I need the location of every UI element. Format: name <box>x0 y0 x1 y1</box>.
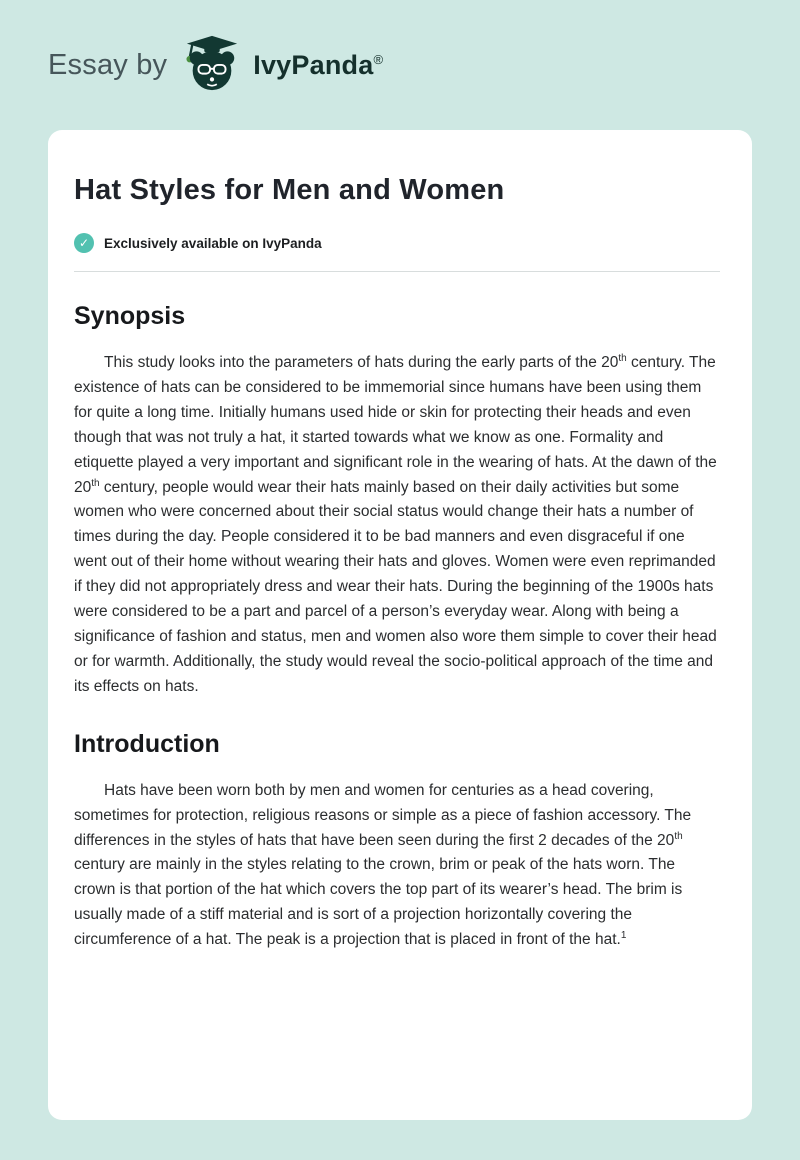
synopsis-paragraph: This study looks into the parameters of hats during the early parts of the 20th century. The existence of hats can be considered to be immemorial since humans have been using them for quite a long time. Initially humans used hide or skin for protecting their heads and even though that was not truly a hat, it started towards what we know as one. Formality and etiquette played a very important and significant role in the wearing of hats. At the dawn of the 20th century, people would wear their hats mainly based on their daily activities but some women who were concerned about their social status would change their hats a number of times during the day. People considered it to be bad manners and even disgraceful if one went out of their home without wearing their hats and gloves. Women were even reprimanded if they did not appropriately dress and wear their hats. During the beginning of the 1900s hats were considered to be a part and parcel of a person’s everyday wear. Along with being a significance of fashion and status, men and women also wore them simple to cover their head or for warmth. Additionally, the study would reveal the socio-political approach of the time and its effects on hats. <box>74 352 717 695</box>
introduction-paragraph: Hats have been worn both by men and women for centuries as a head covering, sometimes for protection, religious reasons or simple as a piece of fashion accessory. The differences in the styles of hats that have been seen during the first 2 decades of the 20th century are mainly in the styles relating to the crown, brim or peak of the hats worn. The crown is that portion of the hat which covers the top part of its wearer’s head. The brim is usually made of a stiff material and is sort of a projection horizontally covering the circumference of a hat. The peak is a projection that is placed in front of the hat.$^1$ <box>74 781 692 949</box>
essay-by-label: Essay by <box>48 48 168 81</box>
divider <box>74 271 720 272</box>
availability-row <box>74 233 720 253</box>
ivypanda-logo <box>181 34 383 97</box>
check-circle-icon: ✓ <box>74 233 94 253</box>
brand-text: IvyPanda <box>253 49 374 80</box>
essay-card <box>48 130 752 1120</box>
section-heading-introduction: Introduction <box>74 729 220 758</box>
availability-label: Exclusively available on IvyPanda <box>104 235 322 251</box>
brand-name <box>253 50 383 81</box>
registered-mark: ® <box>373 51 384 67</box>
panda-graduation-cap-icon <box>181 34 243 97</box>
site-header <box>0 0 800 130</box>
section-heading-synopsis: Synopsis <box>74 302 186 330</box>
page-title: Hat Styles for Men and Women <box>74 174 505 206</box>
